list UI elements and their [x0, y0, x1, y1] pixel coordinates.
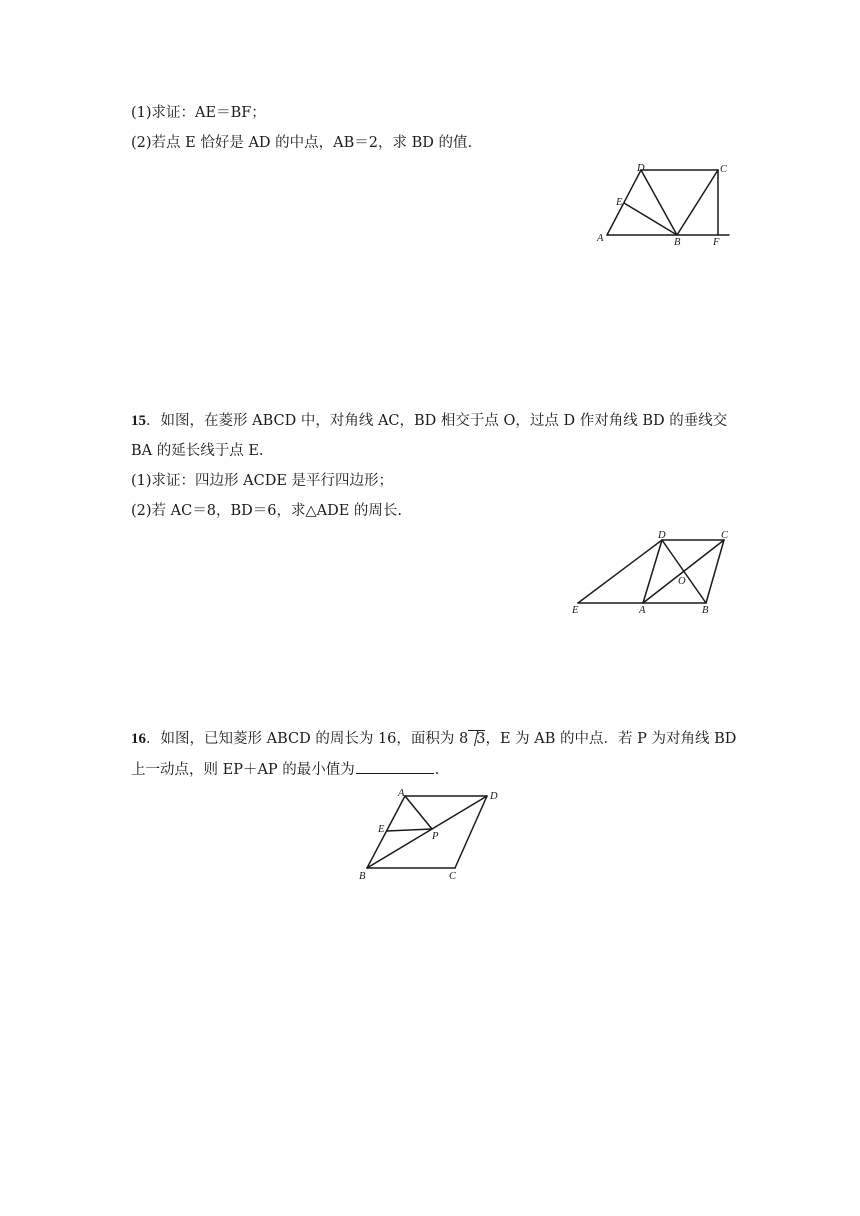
fig16-label-e: E: [378, 824, 385, 835]
fig14-label-a: A: [597, 233, 604, 244]
q14-part2: (2)若点 E 恰好是 AD 的中点，AB＝2，求 BD 的值.: [131, 135, 473, 151]
fig14-label-c: C: [720, 164, 728, 175]
q16-line1-b: ，E 为 AB 的中点．若 P 为对角线 BD: [485, 731, 737, 747]
fig15-label-c: C: [721, 530, 729, 541]
q15-line1-text: ．如图，在菱形 ABCD 中，对角线 AC，BD 相交于点 O，过点 D 作对角线 BD 的垂线交: [146, 413, 728, 429]
q14-part1: (1)求证：AE＝BF；: [131, 105, 266, 121]
fig15-label-e: E: [572, 605, 579, 616]
q15-part2: (2)若 AC＝8，BD＝6，求△ADE 的周长.: [131, 503, 402, 519]
q16-number: 16: [131, 731, 146, 747]
q15-line2: BA 的延长线于点 E.: [131, 443, 264, 459]
sqrt-radicand: 3: [476, 731, 486, 747]
fig14-label-b: B: [674, 237, 681, 248]
q16-line1-a: ．如图，已知菱形 ABCD 的周长为 16，面积为 8: [146, 731, 469, 747]
q15-part1: (1)求证：四边形 ACDE 是平行四边形；: [131, 473, 394, 489]
fig16-label-a: A: [398, 788, 405, 799]
fig14-label-f: F: [713, 237, 720, 248]
fig16-label-d: D: [490, 791, 498, 802]
fig16-label-c: C: [449, 871, 457, 882]
q15-number: 15: [131, 413, 146, 429]
q16-line2-end: .: [434, 762, 440, 778]
fig14-label-e: E: [616, 197, 623, 208]
fig15-label-a: A: [639, 605, 646, 616]
q16-line2-text: 上一动点，则 EP＋AP 的最小值为: [131, 762, 355, 778]
figure-q16-lines: [367, 796, 487, 868]
fig16-label-b: B: [359, 871, 366, 882]
fig15-label-d: D: [658, 530, 666, 541]
fig15-label-o: O: [678, 576, 686, 587]
fig15-label-b: B: [702, 605, 709, 616]
fig14-label-d: D: [637, 163, 645, 174]
fig16-label-p: P: [432, 831, 439, 842]
